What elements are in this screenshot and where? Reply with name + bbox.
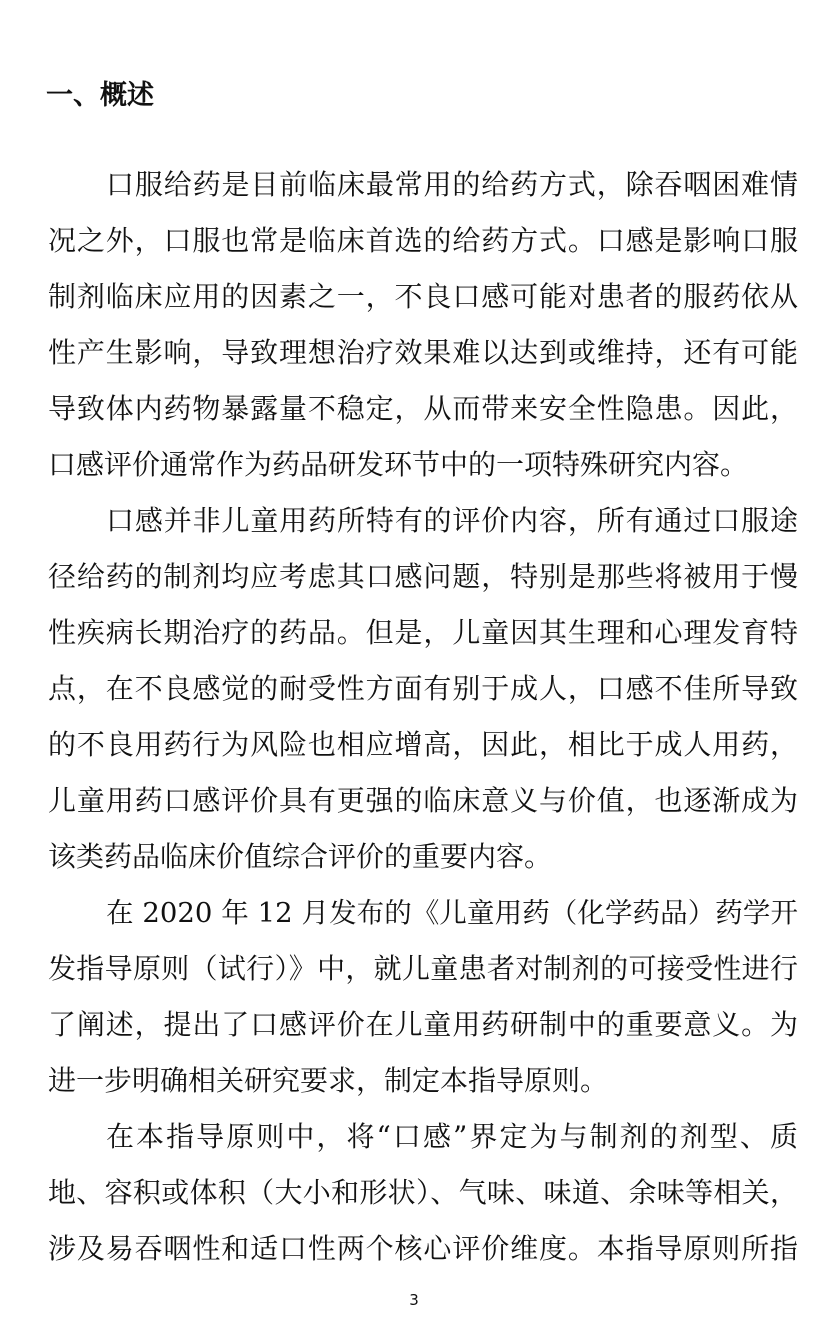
paragraph-3-line-4: 进一步明确相关研究要求，制定本指导原则。 (48, 1064, 609, 1097)
paragraph-1-line-2: 况之外，口服也常是临床首选的给药方式。口感是影响口服 (48, 224, 798, 257)
paragraph-1-line-1: 口服给药是目前临床最常用的给药方式，除吞咽困难情 (106, 168, 798, 201)
section-heading: 一、概述 (46, 80, 154, 111)
paragraph-1-line-3: 制剂临床应用的因素之一，不良口感可能对患者的服药依从 (48, 280, 798, 313)
paragraph-1-line-5: 导致体内药物暴露量不稳定，从而带来安全性隐患。因此， (48, 392, 798, 425)
paragraph-2-line-5: 的不良用药行为风险也相应增高，因此，相比于成人用药， (48, 728, 798, 761)
paragraph-3-line-2: 发指导原则（试行）》中，就儿童患者对制剂的可接受性进行 (48, 952, 798, 985)
paragraph-1-line-6: 口感评价通常作为药品研发环节中的一项特殊研究内容。 (48, 448, 749, 481)
paragraph-3-line-1: 在 2020 年 12 月发布的《儿童用药（化学药品）药学开 (106, 897, 798, 929)
paragraph-2-line-2: 径给药的制剂均应考虑其口感问题，特别是那些将被用于慢 (48, 560, 798, 593)
paragraph-2-line-4: 点，在不良感觉的耐受性方面有别于成人，口感不佳所导致 (48, 672, 798, 705)
paragraph-2-line-7: 该类药品临床价值综合评价的重要内容。 (48, 840, 553, 873)
paragraph-4-line-2: 地、容积或体积（大小和形状）、气味、味道、余味等相关， (48, 1176, 798, 1209)
paragraph-2-line-6: 儿童用药口感评价具有更强的临床意义与价值，也逐渐成为 (48, 784, 798, 817)
paragraph-2-line-3: 性疾病长期治疗的药品。但是，儿童因其生理和心理发育特 (48, 616, 798, 649)
page-number: 3 (409, 1291, 419, 1309)
paragraph-4-line-3: 涉及易吞咽性和适口性两个核心评价维度。本指导原则所指 (48, 1232, 798, 1265)
paragraph-4-line-1: 在本指导原则中，将“口感”界定为与制剂的剂型、质 (106, 1120, 798, 1153)
paragraph-2-line-1: 口感并非儿童用药所特有的评价内容，所有通过口服途 (106, 504, 798, 537)
paragraph-1-line-4: 性产生影响，导致理想治疗效果难以达到或维持，还有可能 (48, 336, 798, 369)
paragraph-3-line-3: 了阐述，提出了口感评价在儿童用药研制中的重要意义。为 (48, 1008, 798, 1041)
